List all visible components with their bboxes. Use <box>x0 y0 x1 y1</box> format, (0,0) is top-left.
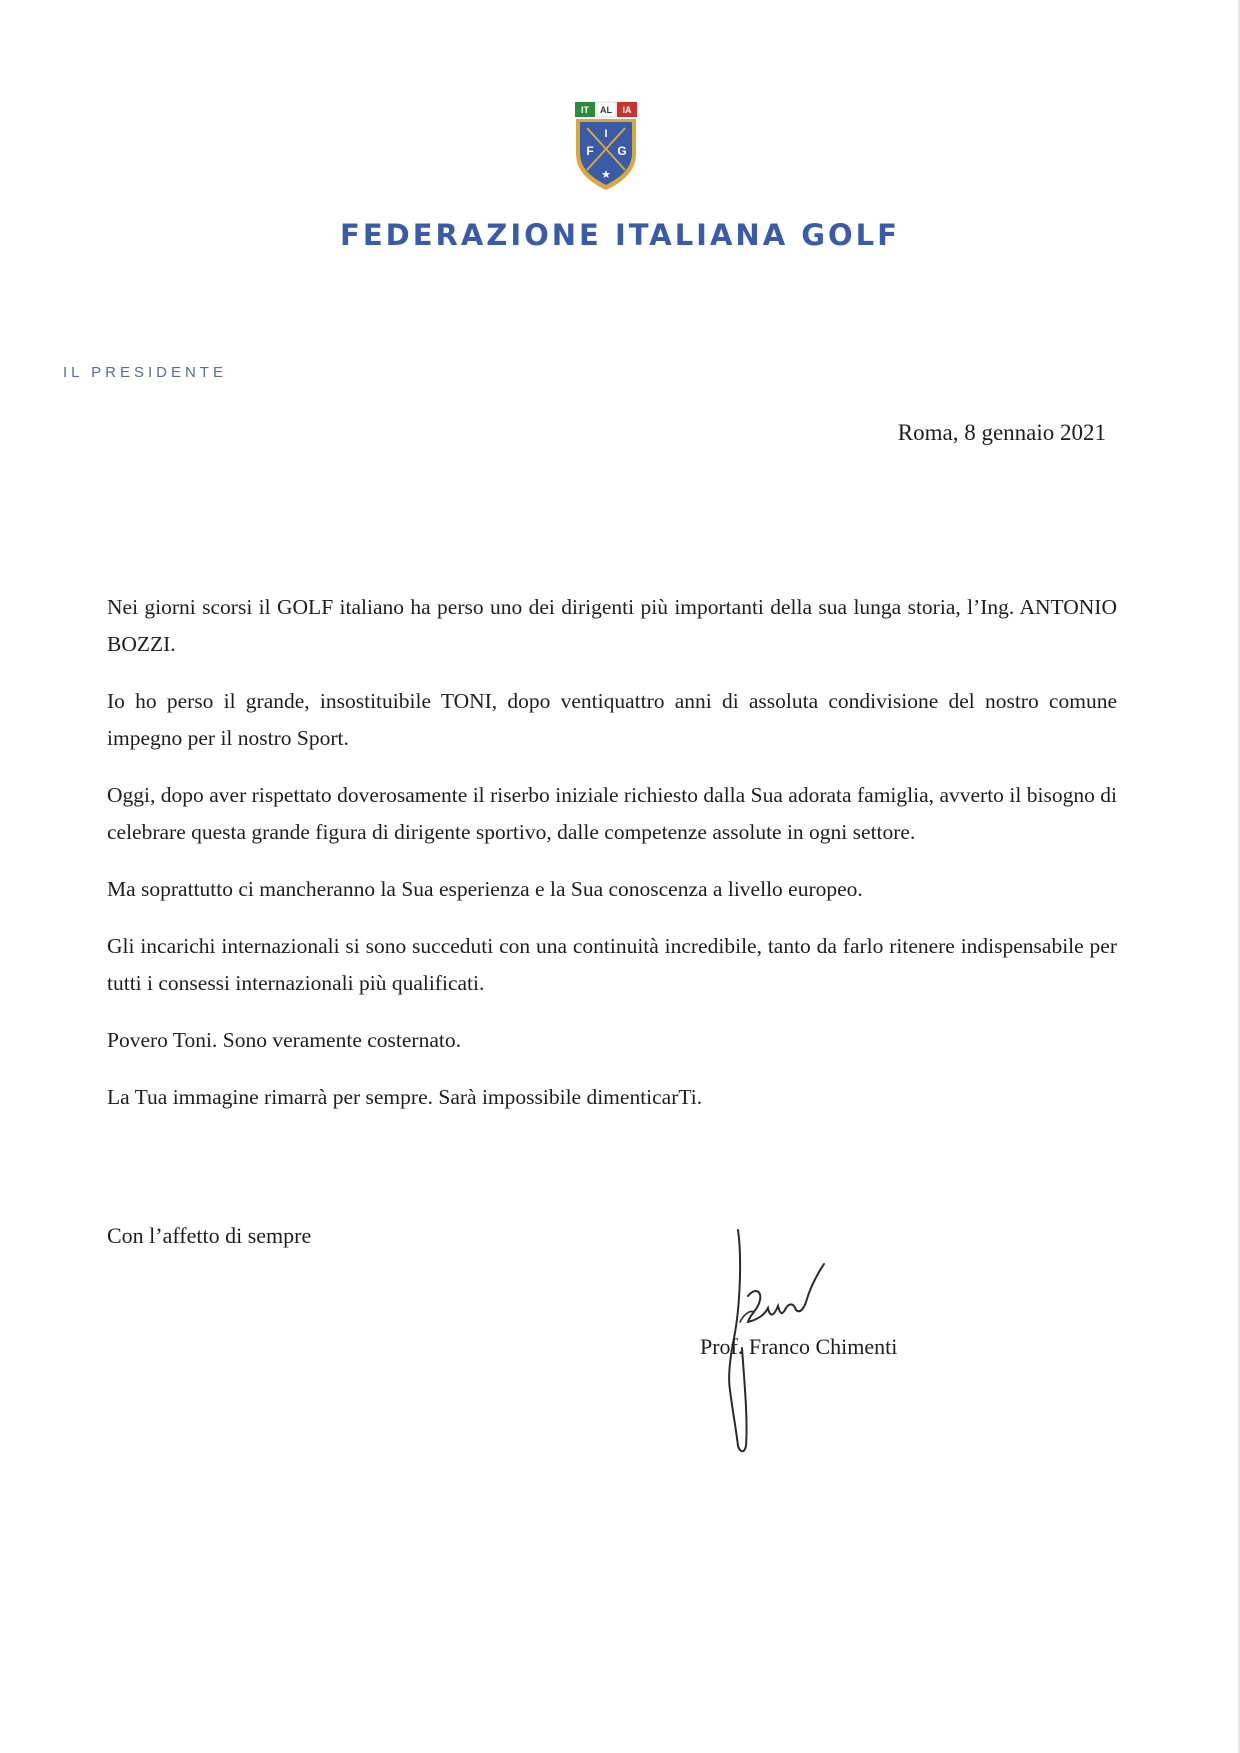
logo-letter-g: G <box>617 144 627 158</box>
office-title: IL PRESIDENTE <box>63 364 227 381</box>
federation-logo <box>573 100 639 192</box>
logo-letter-f: F <box>586 144 594 158</box>
logo-text-it: IT <box>581 105 589 115</box>
logo-text-al: AL <box>600 105 612 115</box>
paragraph: Gli incarichi internazionali si sono succeduti con una continuità incredibile, tanto da farlo ritenere indispensabile per tutti i consessi internazionali più qualificati. <box>107 934 1117 995</box>
paragraph: Io ho perso il grande, insostituibile TONI, dopo ventiquattro anni di assoluta condivisione del nostro comune impegno per il nostro Sport. <box>107 689 1117 750</box>
signer-name: Prof. Franco Chimenti <box>700 1334 898 1359</box>
letter-date: Roma, 8 gennaio 2021 <box>897 420 1106 445</box>
paragraph: La Tua immagine rimarrà per sempre. Sarà impossibile dimenticarTi. <box>107 1085 703 1109</box>
closing-line: Con l’affetto di sempre <box>107 1223 312 1248</box>
logo-letter-i: I <box>604 128 608 140</box>
logo-text-ia: IA <box>622 105 632 115</box>
paragraph: Ma soprattutto ci mancheranno la Sua esperienza e la Sua conoscenza a livello europeo. <box>107 877 863 901</box>
paragraph: Nei giorni scorsi il GOLF italiano ha perso uno dei dirigenti più importanti della sua lunga storia, l’Ing. ANTONIO BOZZI. <box>107 595 1117 656</box>
paragraph: Povero Toni. Sono veramente costernato. <box>107 1028 461 1052</box>
star-icon: ★ <box>601 168 611 181</box>
letter-body <box>107 589 1117 1136</box>
paragraph: Oggi, dopo aver rispettato doverosamente il riserbo iniziale richiesto dalla Sua adorata famiglia, avverto il bisogno di celebrare questa grande figura di dirigente sportivo, dalle competenze assolute in ogni settore. <box>107 783 1117 844</box>
organization-name: FEDERAZIONE ITALIANA GOLF <box>340 218 900 252</box>
